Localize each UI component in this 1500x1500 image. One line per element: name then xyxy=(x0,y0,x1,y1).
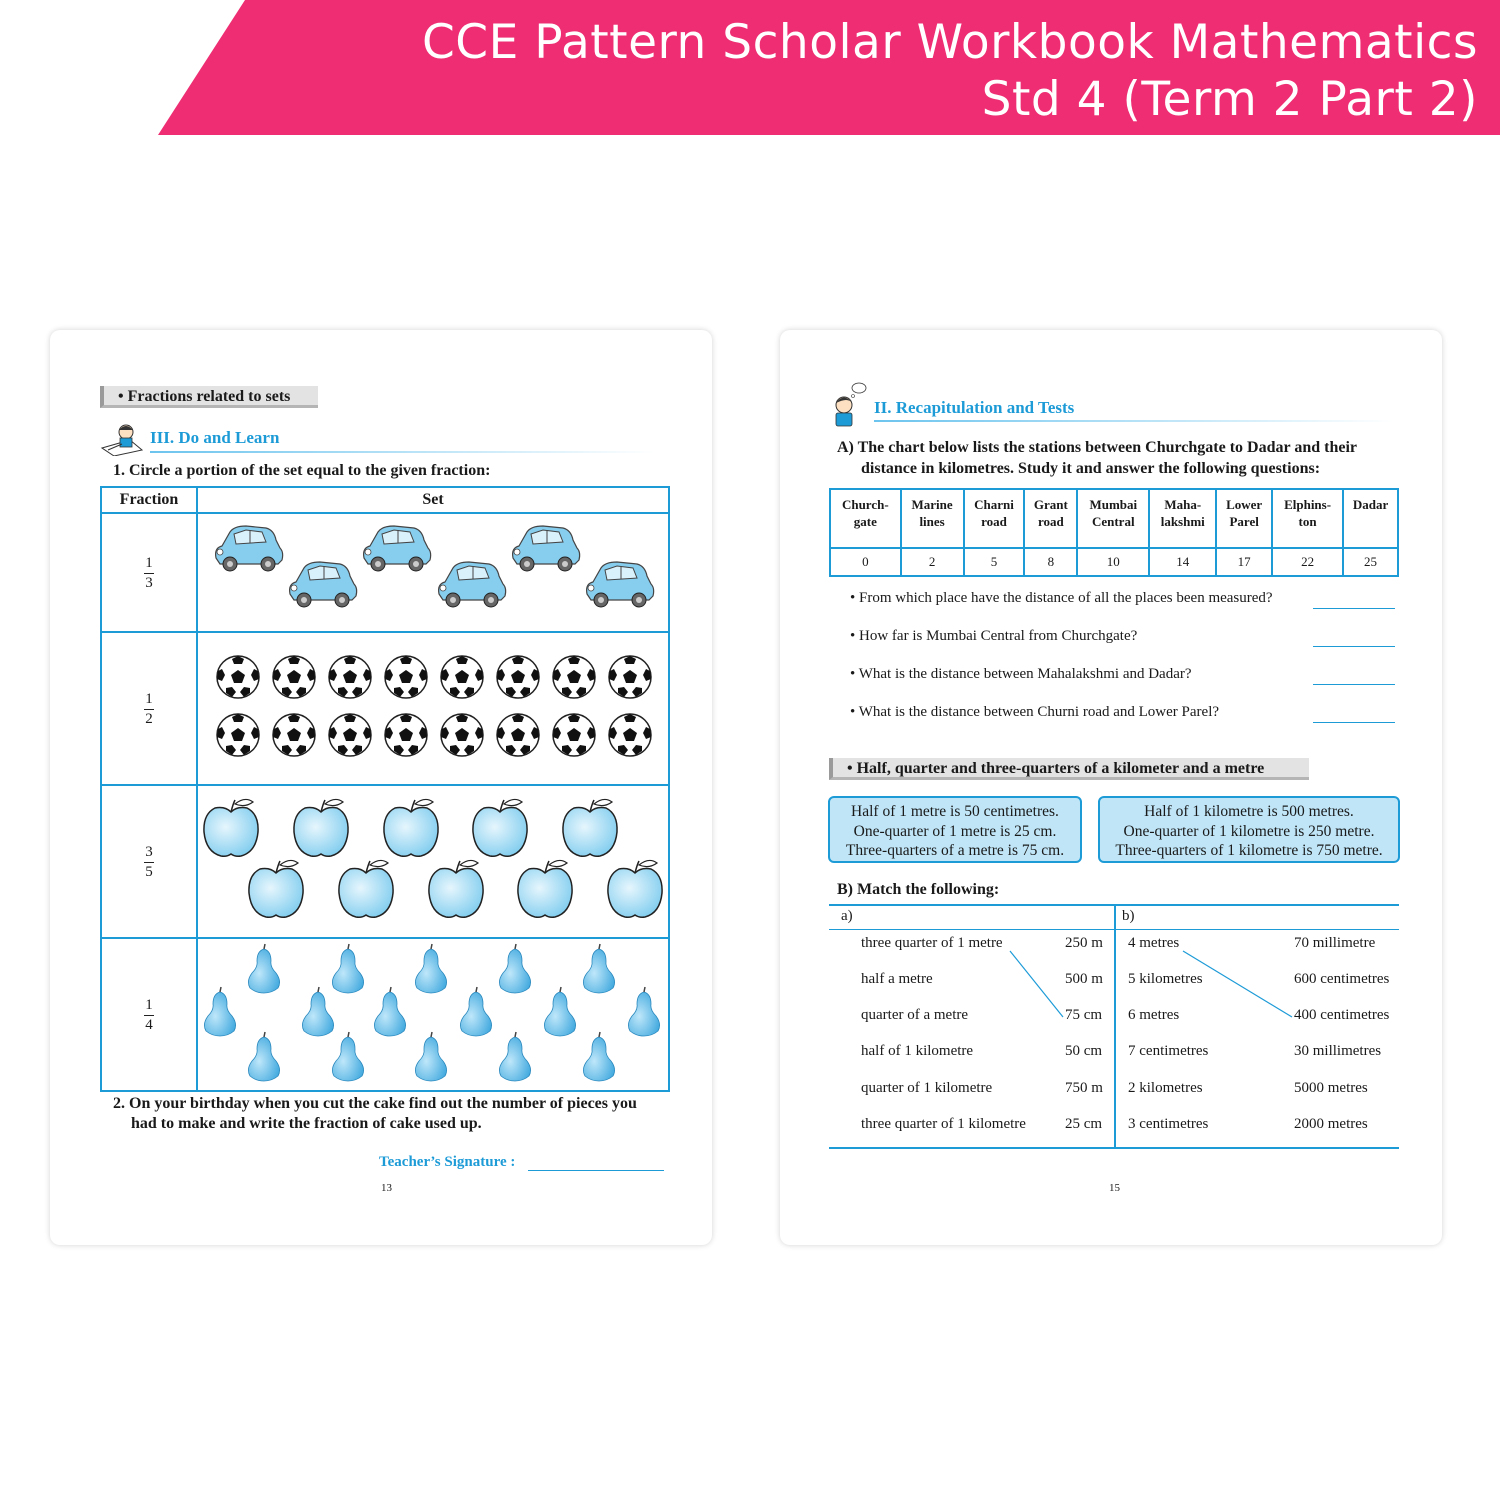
match-b-right: 70 millimetre xyxy=(1294,935,1376,951)
match-b-right: 30 millimetres xyxy=(1294,1043,1382,1059)
football-icon xyxy=(553,714,595,756)
station-distance: 10 xyxy=(1077,548,1149,576)
info-line: Half of 1 metre is 50 centimetres. xyxy=(851,803,1059,820)
pear-icon xyxy=(332,1032,363,1081)
fraction-label: $\frac{1}{2}$ xyxy=(145,690,153,727)
info-line: Half of 1 kilometre is 500 metres. xyxy=(1144,803,1354,820)
station-distance: 14 xyxy=(1149,548,1216,576)
match-a-left: three quarter of 1 kilometre xyxy=(861,1116,1026,1132)
info-line: Three-quarters of 1 kilometre is 750 metre. xyxy=(1115,842,1383,859)
match-a-left: half a metre xyxy=(861,971,933,987)
set-cell[interactable] xyxy=(197,513,669,632)
match-line xyxy=(1010,951,1063,1017)
match-b-left: 2 kilometres xyxy=(1128,1080,1203,1096)
right-page xyxy=(780,330,1442,1245)
question-1: 1. Circle a portion of the set equal to the given fraction: xyxy=(113,462,491,479)
station-name: Marine lines xyxy=(901,489,964,548)
pear-icon xyxy=(499,944,530,993)
match-a-right: 500 m xyxy=(1065,971,1103,987)
apple-icon xyxy=(473,799,527,856)
column-a-label: a) xyxy=(841,908,853,924)
match-b-left: 4 metres xyxy=(1128,935,1180,951)
station-distance: 5 xyxy=(964,548,1025,576)
station-name: Dadar xyxy=(1343,489,1398,548)
column-b-label: b) xyxy=(1122,908,1135,924)
car-icon xyxy=(513,526,580,571)
apple-icon xyxy=(339,860,393,917)
football-icon xyxy=(497,656,539,698)
question-item: • What is the distance between Churni road and Lower Parel? xyxy=(850,704,1220,720)
football-icon xyxy=(553,656,595,698)
station-distance: 22 xyxy=(1272,548,1343,576)
fraction-label: $\frac{1}{4}$ xyxy=(145,996,153,1033)
football-icon xyxy=(609,656,651,698)
football-set xyxy=(198,633,668,779)
station-name: Lower Parel xyxy=(1216,489,1272,548)
pear-icon xyxy=(248,1032,279,1081)
apple-icon xyxy=(249,860,303,917)
question-2-line2: had to make and write the fraction of cake used up. xyxy=(131,1115,482,1132)
car-icon xyxy=(439,562,506,607)
match-b-left: 6 metres xyxy=(1128,1007,1180,1023)
banner-title-line1: CCE Pattern Scholar Workbook Mathematics xyxy=(421,15,1478,70)
station-distance: 17 xyxy=(1216,548,1272,576)
pear-icon xyxy=(204,987,235,1036)
match-b-right: 400 centimetres xyxy=(1294,1007,1390,1023)
pear-set xyxy=(198,939,668,1085)
station-name: Mumbai Central xyxy=(1077,489,1149,548)
match-a-right: 75 cm xyxy=(1065,1007,1103,1023)
car-icon xyxy=(290,562,357,607)
pear-icon xyxy=(583,1032,614,1081)
question-item: • What is the distance between Mahalakshmi and Dadar? xyxy=(850,666,1192,682)
student-writing-icon xyxy=(100,422,144,456)
set-cell[interactable] xyxy=(197,938,669,1091)
teacher-signature-label: Teacher’s Signature : xyxy=(379,1154,516,1170)
table-row xyxy=(101,785,669,938)
football-icon xyxy=(441,714,483,756)
table-row xyxy=(101,632,669,785)
station-name: Maha- lakshmi xyxy=(1149,489,1216,548)
match-a-right: 750 m xyxy=(1065,1080,1103,1096)
pear-icon xyxy=(544,987,575,1036)
station-distance: 2 xyxy=(901,548,964,576)
section-title: III. Do and Learn xyxy=(150,428,280,447)
apple-icon xyxy=(294,799,348,856)
station-name: Church- gate xyxy=(830,489,901,548)
football-icon xyxy=(385,714,427,756)
pear-icon xyxy=(415,1032,446,1081)
apple-icon xyxy=(429,860,483,917)
topic-tag: • Half, quarter and three-quarters of a kilometer and a metre xyxy=(829,758,1309,780)
station-distance: 0 xyxy=(830,548,901,576)
pear-icon xyxy=(628,987,659,1036)
pear-icon xyxy=(248,944,279,993)
pear-icon xyxy=(374,987,405,1036)
car-icon xyxy=(587,562,654,607)
question-2-line1: 2. On your birthday when you cut the cake find out the number of pieces you xyxy=(113,1095,637,1112)
football-icon xyxy=(441,656,483,698)
set-cell[interactable] xyxy=(197,785,669,938)
football-icon xyxy=(217,656,259,698)
banner-title-line2: Std 4 (Term 2 Part 2) xyxy=(981,72,1478,127)
station-name: Charni road xyxy=(964,489,1025,548)
match-b-left: 3 centimetres xyxy=(1128,1116,1209,1132)
football-icon xyxy=(273,656,315,698)
football-icon xyxy=(609,714,651,756)
fraction-label: $\frac{3}{5}$ xyxy=(145,843,153,880)
station-name: Grant road xyxy=(1024,489,1077,548)
table-row xyxy=(101,938,669,1091)
page-number: 15 xyxy=(1109,1182,1120,1194)
apple-set xyxy=(198,786,668,932)
match-connector-lines xyxy=(780,330,1442,1245)
section-underline xyxy=(150,451,655,453)
match-a-left: half of 1 kilometre xyxy=(861,1043,974,1059)
match-a-left: quarter of 1 kilometre xyxy=(861,1080,993,1096)
match-a-right: 25 cm xyxy=(1065,1116,1103,1132)
match-b-right: 2000 metres xyxy=(1294,1116,1368,1132)
info-line: One-quarter of 1 kilometre is 250 metre. xyxy=(1123,822,1375,840)
apple-icon xyxy=(384,799,438,856)
apple-icon xyxy=(204,799,258,856)
football-icon xyxy=(329,714,371,756)
football-icon xyxy=(385,656,427,698)
match-a-left: three quarter of 1 metre xyxy=(861,935,1003,951)
pear-icon xyxy=(460,987,491,1036)
question-b: B) Match the following: xyxy=(837,881,1000,898)
left-page xyxy=(50,330,712,1245)
fraction-header: Fraction xyxy=(101,487,197,513)
table-row xyxy=(101,513,669,632)
match-a-left: quarter of a metre xyxy=(861,1007,969,1023)
football-icon xyxy=(329,656,371,698)
car-icon xyxy=(364,526,431,571)
match-a-right: 250 m xyxy=(1065,935,1103,951)
pear-icon xyxy=(415,944,446,993)
topic-tag: • Fractions related to sets xyxy=(100,386,318,408)
car-set xyxy=(198,514,668,626)
match-b-left: 7 centimetres xyxy=(1128,1043,1209,1059)
station-distance: 8 xyxy=(1024,548,1077,576)
signature-line[interactable] xyxy=(528,1170,664,1171)
info-line: Three-quarters of a metre is 75 cm. xyxy=(845,842,1065,859)
pear-icon xyxy=(499,1032,530,1081)
question-item: • How far is Mumbai Central from Churchgate? xyxy=(850,628,1138,644)
pear-icon xyxy=(302,987,333,1036)
match-a-right: 50 cm xyxy=(1065,1043,1103,1059)
apple-icon xyxy=(518,860,572,917)
match-b-left: 5 kilometres xyxy=(1128,971,1203,987)
football-icon xyxy=(217,714,259,756)
set-header: Set xyxy=(197,487,669,513)
match-b-right: 600 centimetres xyxy=(1294,971,1390,987)
banner xyxy=(0,0,1500,135)
question-a-line1: A) The chart below lists the stations between Churchgate to Dadar and their xyxy=(837,439,1357,456)
pear-icon xyxy=(583,944,614,993)
pear-icon xyxy=(332,944,363,993)
banner-title xyxy=(422,14,1478,128)
page-number: 13 xyxy=(381,1182,392,1194)
car-icon xyxy=(216,526,283,571)
football-icon xyxy=(273,714,315,756)
fraction-set-table xyxy=(100,486,670,1092)
set-cell[interactable] xyxy=(197,632,669,785)
apple-icon xyxy=(608,860,662,917)
match-b-right: 5000 metres xyxy=(1294,1080,1368,1096)
apple-icon xyxy=(563,799,617,856)
station-name: Elphins- ton xyxy=(1272,489,1343,548)
section-title: II. Recapitulation and Tests xyxy=(874,398,1075,417)
info-line: One-quarter of 1 metre is 25 cm. xyxy=(853,822,1057,840)
question-item: • From which place have the distance of all the places been measured? xyxy=(850,590,1273,606)
football-icon xyxy=(497,714,539,756)
station-distance: 25 xyxy=(1343,548,1398,576)
question-a-line2: distance in kilometres. Study it and answer the following questions: xyxy=(861,460,1321,477)
fraction-label: $\frac{1}{3}$ xyxy=(145,554,153,591)
